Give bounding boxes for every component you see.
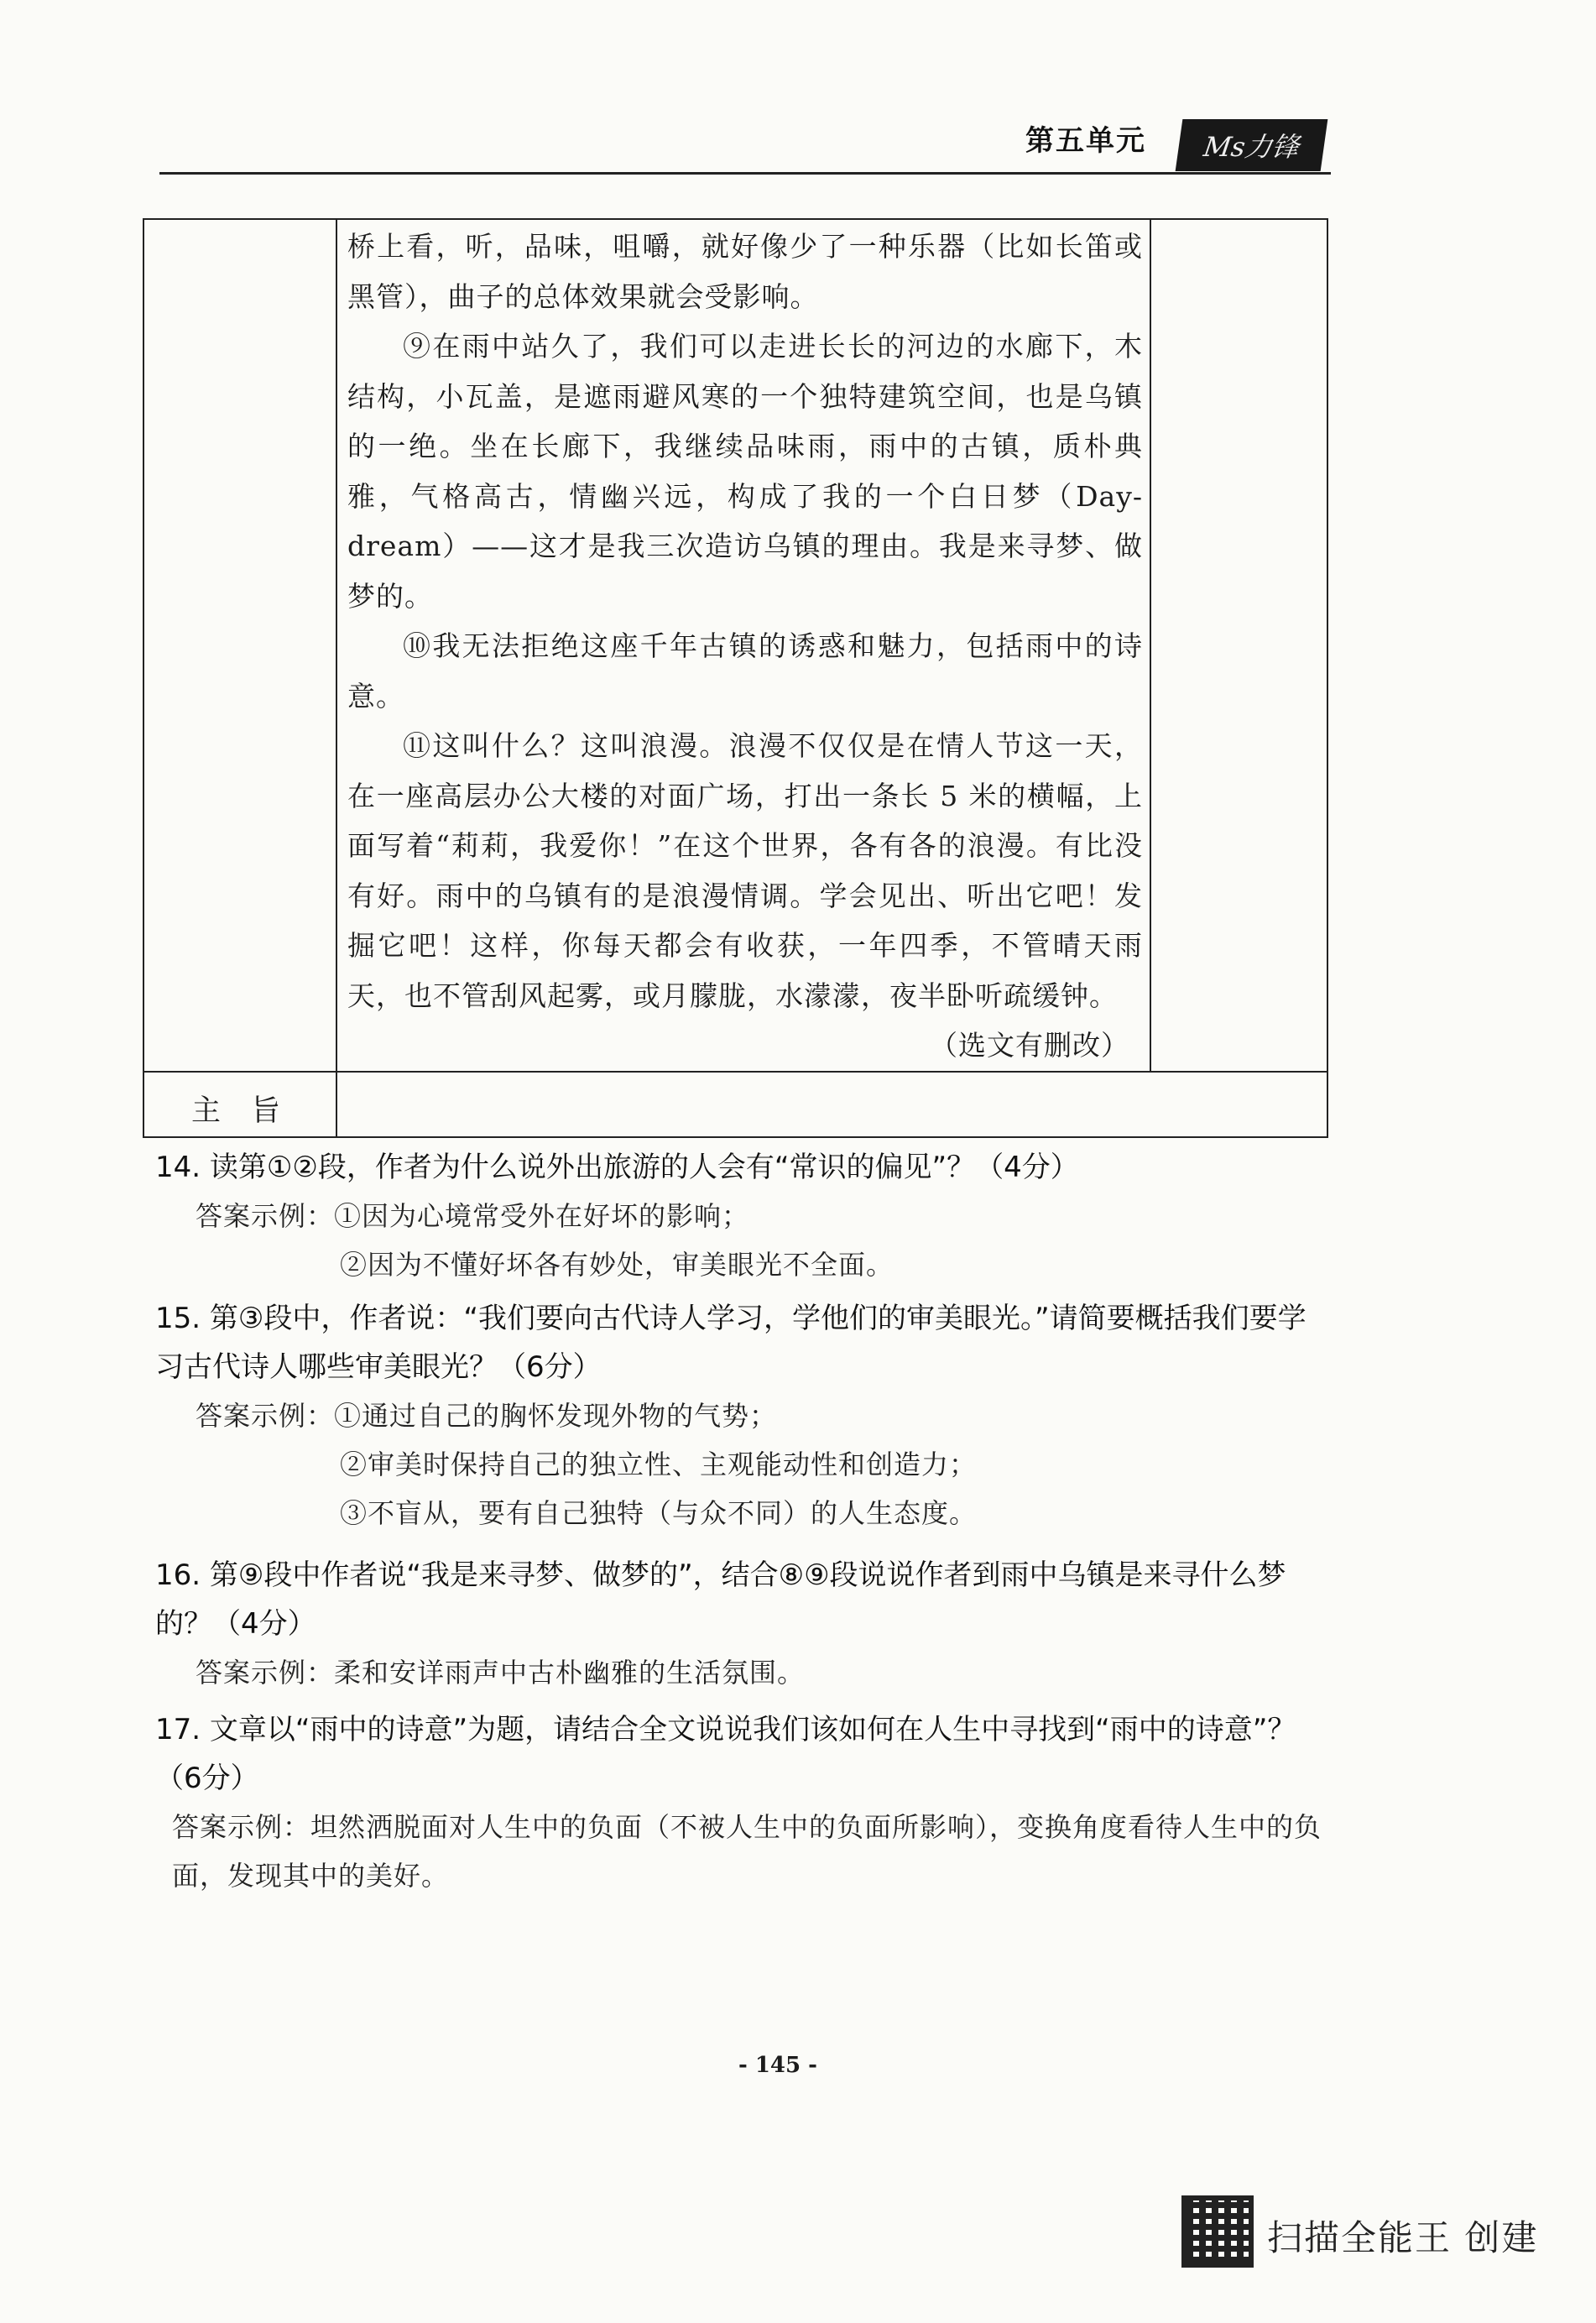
question-text: 16. 第⑨段中作者说“我是来寻梦、做梦的”，结合⑧⑨段说说作者到雨中乌镇是来寻什么梦的？（4分） xyxy=(155,1558,1286,1641)
question-14 xyxy=(155,1143,1330,1289)
question-text: 14. 读第①②段，作者为什么说外出旅游的人会有“常识的偏见”？（4分） xyxy=(155,1151,1079,1184)
publisher-logo: Ms力锋 xyxy=(1176,119,1328,171)
article-paragraph: 桥上看，听，品味，咀嚼，就好像少了一种乐器（比如长笛或黑管），曲子的总体效果就会受影响。 xyxy=(347,230,1143,313)
answer-line: ②因为不懂好坏各有妙处，审美眼光不全面。 xyxy=(340,1249,894,1281)
question-text: 15. 第③段中，作者说：“我们要向古代诗人学习，学他们的审美眼光。”请简要概括我们要学习古代诗人哪些审美眼光？（6分） xyxy=(155,1302,1307,1384)
watermark-text: 扫描全能王 创建 xyxy=(1267,2217,1539,2258)
question-17 xyxy=(155,1705,1330,1900)
table-row-divider xyxy=(143,1071,1328,1073)
answer-line: 答案示例：柔和安详雨声中古朴幽雅的生活氛围。 xyxy=(196,1657,806,1689)
source-note: （选文有删改） xyxy=(930,1029,1129,1062)
article-paragraph-9: ⑨在雨中站久了，我们可以走进长长的河边的水廊下，木结构，小瓦盖，是遮雨避风寒的一个独特建筑空间，也是乌镇的一绝。坐在长廊下，我继续品味雨，雨中的古镇，质朴典雅，气格高古，情幽兴远，构成了我的一个白日梦（Day-dream）——这才是我三次造访乌镇的理由。我是来寻梦、做梦的。 xyxy=(347,330,1143,613)
article-paragraph-10: ⑩我无法拒绝这座千年古镇的诱惑和魅力，包括雨中的诗意。 xyxy=(347,629,1143,713)
answer-line: ③不盲从，要有自己独特（与众不同）的人生态度。 xyxy=(340,1497,978,1529)
table-right-divider xyxy=(1150,218,1151,1072)
question-15 xyxy=(155,1294,1330,1537)
header-rule xyxy=(159,172,1331,175)
page-number: - 145 - xyxy=(738,2053,817,2078)
question-16 xyxy=(155,1551,1330,1697)
table-left-divider xyxy=(336,218,337,1138)
unit-title: 第五单元 xyxy=(1025,124,1146,158)
answer-line: ②审美时保持自己的独立性、主观能动性和创造力； xyxy=(340,1449,978,1480)
answer-line: 答案示例：坦然洒脱面对人生中的负面（不被人生中的负面所影响），变换角度看待人生中的负面，发现其中的美好。 xyxy=(172,1811,1322,1892)
article-excerpt xyxy=(347,222,1143,1071)
theme-label: 主旨 xyxy=(191,1094,311,1128)
qr-code-icon xyxy=(1181,2195,1254,2268)
question-text: 17. 文章以“雨中的诗意”为题，请结合全文说说我们该如何在人生中寻找到“雨中的诗意”？（6分） xyxy=(155,1713,1296,1795)
answer-line: 答案示例：①通过自己的胸怀发现外物的气势； xyxy=(196,1400,778,1432)
article-paragraph-11: ⑪这叫什么？这叫浪漫。浪漫不仅仅是在情人节这一天，在一座高层办公大楼的对面广场，打出一条长 5 米的横幅，上面写着“莉莉，我爱你！”在这个世界，各有各的浪漫。有比没有好。雨中的乌镇有的是浪漫情调。学会见出、听出它吧！发掘它吧！这样，你每天都会有收获，一年四季，不管晴天雨天，也不管刮风起雾，或月朦胧，水濛濛，夜半卧听疏缓钟。 xyxy=(347,729,1143,1012)
answer-line: 答案示例：①因为心境常受外在好坏的影响； xyxy=(196,1200,750,1232)
